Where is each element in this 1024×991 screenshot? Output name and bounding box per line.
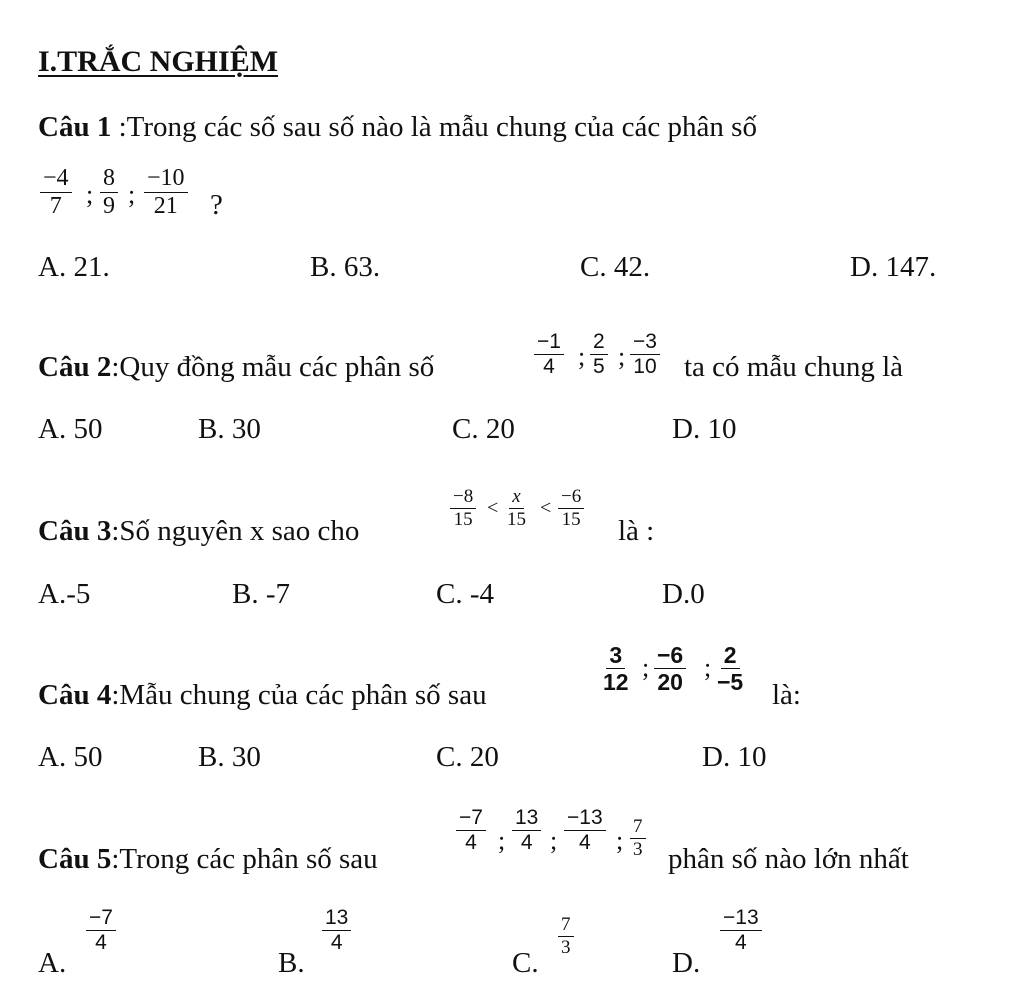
q4-fraction-3-denominator: −5	[717, 669, 744, 695]
q4-fraction-1-numerator: 3	[606, 642, 625, 669]
q1-fraction-1	[40, 165, 72, 220]
question-3-stem	[38, 514, 359, 548]
q3-fraction-2-numerator: x	[509, 486, 523, 509]
question-2-stem	[38, 350, 434, 384]
q5-option-a-numerator: −7	[86, 906, 116, 931]
q1-option-b: B. 63.	[310, 251, 381, 283]
q4-option-b: B. 30	[198, 741, 261, 773]
q2-option-d: D. 10	[672, 413, 737, 445]
question-5-label: Câu 5	[38, 843, 112, 875]
q5-fraction-4-denominator: 3	[633, 839, 643, 860]
q5-option-c-fraction	[558, 914, 574, 959]
q3-fraction-3	[558, 486, 584, 531]
q2-fraction-3-numerator: −3	[630, 330, 660, 355]
q4-fraction-2-numerator: −6	[654, 642, 686, 669]
q5-tail-text: phân số nào lớn nhất	[668, 843, 909, 875]
q4-fraction-1	[600, 642, 632, 695]
q2-fraction-1-denominator: 4	[543, 355, 555, 378]
q4-fraction-3	[714, 642, 746, 695]
q4-fraction-1-denominator: 12	[603, 669, 629, 695]
question-5-text: :Trong các phân số sau	[111, 843, 378, 875]
q3-option-a: A.-5	[38, 578, 91, 610]
q5-fraction-3-numerator: −13	[564, 806, 606, 831]
q3-option-d: D.0	[662, 578, 705, 610]
q1-fraction-2-numerator: 8	[100, 165, 118, 193]
q5-option-b-denominator: 4	[330, 931, 343, 954]
question-2-text: :Quy đồng mẫu các phân số	[111, 351, 435, 383]
q1-question-mark: ?	[210, 189, 223, 221]
q3-fraction-1	[450, 486, 476, 531]
q2-fraction-1-numerator: −1	[534, 330, 564, 355]
q4-separator-1: ;	[642, 653, 650, 682]
q3-fraction-3-numerator: −6	[558, 486, 584, 509]
question-3-label: Câu 3	[38, 515, 112, 547]
q5-option-b-numerator: 13	[322, 906, 351, 931]
q4-tail-text: là:	[772, 679, 801, 711]
q5-fraction-1-denominator: 4	[465, 831, 477, 854]
q1-fraction-3-numerator: −10	[144, 165, 188, 193]
q5-fraction-1-numerator: −7	[456, 806, 486, 831]
q5-option-c-denominator: 3	[561, 937, 571, 958]
q3-less-than-1: <	[487, 497, 499, 519]
q1-fraction-2-denominator: 9	[103, 193, 115, 219]
q5-option-b-letter: B.	[278, 947, 305, 979]
q5-separator-2: ;	[550, 826, 558, 855]
q2-fraction-3	[630, 330, 660, 379]
q4-fraction-2-denominator: 20	[657, 669, 683, 695]
question-4-text: :Mẫu chung của các phân số sau	[111, 679, 487, 711]
question-4-stem	[38, 678, 487, 712]
q4-option-c: C. 20	[436, 741, 499, 773]
q5-fraction-2-numerator: 13	[512, 806, 541, 831]
q4-fraction-3-numerator: 2	[721, 642, 740, 669]
question-1-text: :Trong các số sau số nào là mẫu chung của các phân số	[111, 111, 757, 143]
q5-option-a-letter: A.	[38, 947, 67, 979]
q5-fraction-4-numerator: 7	[630, 816, 646, 839]
q5-option-a-fraction	[86, 906, 116, 955]
q5-option-a-denominator: 4	[95, 931, 107, 954]
q5-fraction-1	[456, 806, 486, 855]
q5-option-d-fraction	[720, 906, 762, 955]
q3-option-b: B. -7	[232, 578, 290, 610]
q3-fraction-2-denominator: 15	[507, 509, 526, 530]
q2-option-a: A. 50	[38, 413, 103, 445]
question-1-label: Câu 1	[38, 111, 112, 143]
q1-option-c: C. 42.	[580, 251, 651, 283]
question-4-label: Câu 4	[38, 679, 112, 711]
q2-option-b: B. 30	[198, 413, 261, 445]
q5-separator-3: ;	[616, 826, 624, 855]
q3-less-than-2: <	[540, 497, 552, 519]
q1-separator-2: ;	[128, 180, 136, 209]
q1-fraction-2	[100, 165, 118, 220]
q5-fraction-3-denominator: 4	[578, 831, 591, 854]
q3-fraction-1-numerator: −8	[450, 486, 476, 509]
q1-fraction-1-numerator: −4	[40, 165, 72, 193]
q3-fraction-2	[504, 486, 529, 531]
question-2-label: Câu 2	[38, 351, 112, 383]
q4-option-a: A. 50	[38, 741, 103, 773]
q5-option-d-letter: D.	[672, 947, 701, 979]
section-heading: I.TRẮC NGHIỆM	[38, 45, 279, 78]
q1-fraction-1-denominator: 7	[49, 193, 62, 219]
q2-fraction-2	[590, 330, 608, 379]
question-1-stem	[38, 110, 757, 144]
q2-option-c: C. 20	[452, 413, 515, 445]
q2-fraction-2-numerator: 2	[590, 330, 608, 355]
q5-fraction-4	[630, 816, 646, 861]
q5-option-b-fraction	[322, 906, 351, 955]
q5-option-c-numerator: 7	[558, 914, 574, 937]
q2-separator-1: ;	[578, 342, 586, 371]
q5-option-d-denominator: 4	[734, 931, 747, 954]
question-3-text: :Số nguyên x sao cho	[111, 515, 360, 547]
q1-fraction-3	[144, 165, 188, 220]
q3-fraction-3-denominator: 15	[561, 509, 581, 530]
q1-separator-1: ;	[86, 180, 94, 209]
q5-option-d-numerator: −13	[720, 906, 762, 931]
q3-fraction-1-denominator: 15	[453, 509, 473, 530]
q5-fraction-2-denominator: 4	[520, 831, 533, 854]
q5-separator-1: ;	[498, 826, 506, 855]
q5-fraction-3	[564, 806, 606, 855]
q1-option-d: D. 147.	[850, 251, 937, 283]
q3-option-c: C. -4	[436, 578, 494, 610]
q5-option-c-letter: C.	[512, 947, 539, 979]
q3-tail-text: là :	[618, 515, 655, 547]
q4-separator-2: ;	[704, 653, 712, 682]
q1-fraction-3-denominator: 21	[153, 193, 178, 219]
question-5-stem	[38, 842, 378, 876]
q2-fraction-3-denominator: 10	[633, 355, 657, 378]
q2-tail-text: ta có mẫu chung là	[684, 351, 904, 383]
q4-option-d: D. 10	[702, 741, 767, 773]
q5-fraction-2	[512, 806, 541, 855]
q4-fraction-2	[654, 642, 686, 695]
q2-fraction-1	[534, 330, 564, 379]
q2-separator-2: ;	[618, 342, 626, 371]
q2-fraction-2-denominator: 5	[593, 355, 605, 378]
q1-option-a: A. 21.	[38, 251, 110, 283]
